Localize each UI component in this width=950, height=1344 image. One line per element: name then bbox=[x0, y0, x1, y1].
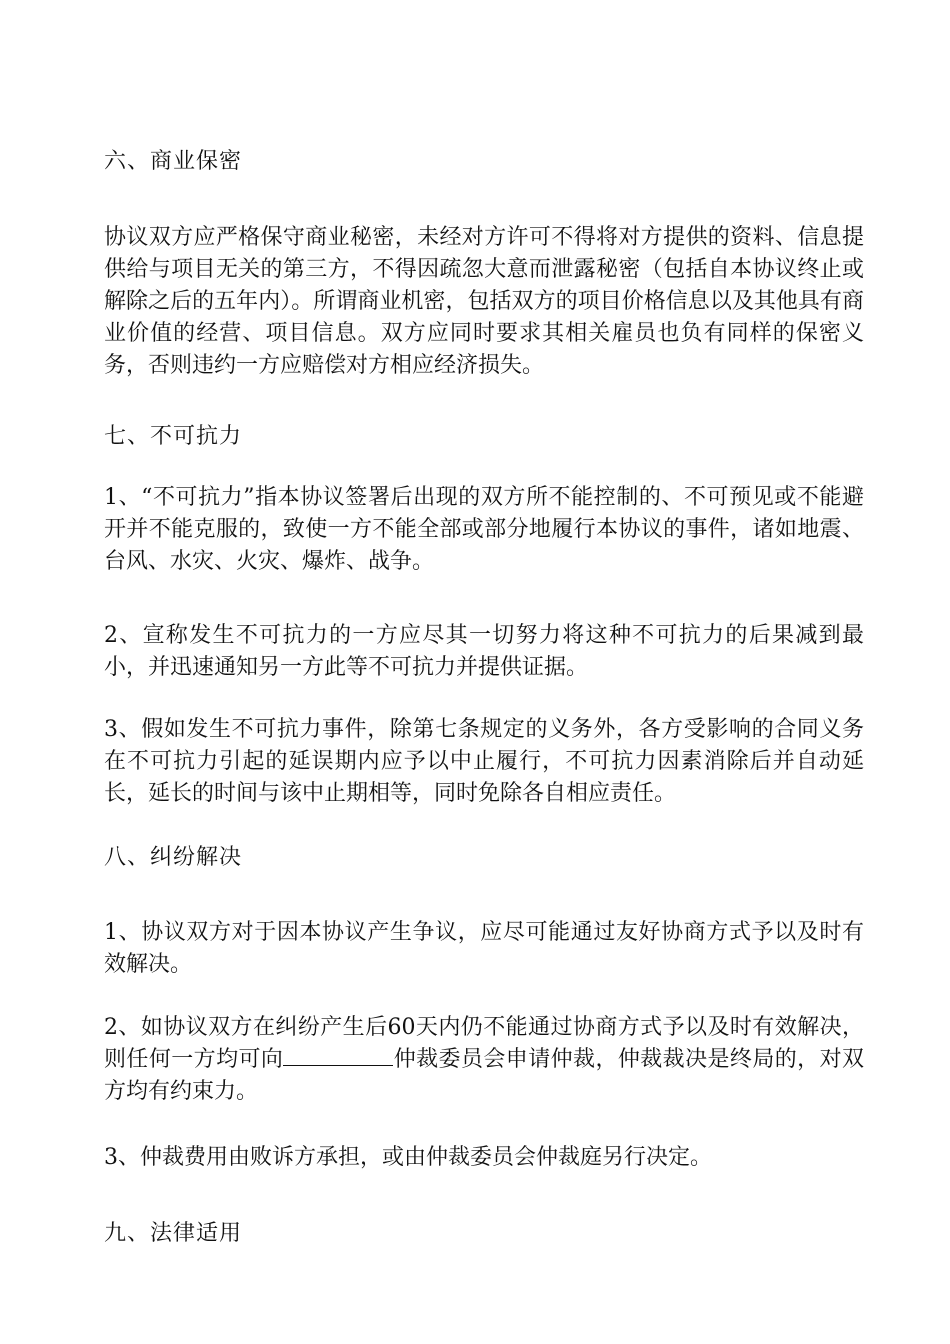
section-8-clause-1: 1、协议双方对于因本协议产生争议，应尽可能通过友好协商方式予以及时有效解决。 bbox=[104, 920, 864, 977]
section-8-clause-2-text-before: 2、如协议双方在纠纷产生后60天内仍不能通过协商方式予以及时有效解决，则任何一方均可向 bbox=[104, 1015, 864, 1072]
section-6-heading: 六、商业保密 bbox=[104, 149, 243, 174]
arbitration-blank-line bbox=[283, 1045, 393, 1066]
section-7-heading: 七、不可抗力 bbox=[104, 424, 243, 449]
section-8-clause-2-text-after: 仲裁委员会申请仲裁，仲裁裁决是终局的，对双方均有约束力。 bbox=[104, 1047, 864, 1104]
section-9-heading: 九、法律适用 bbox=[104, 1221, 243, 1246]
section-7-clause-1: 1、“不可抗力”指本协议签署后出现的双方所不能控制的、不可预见或不能避开并不能克服的，致使一方不能全部或部分地履行本协议的事件，诸如地震、台风、水灾、火灾、爆炸、战争。 bbox=[104, 485, 864, 574]
section-7-clause-2: 2、宣称发生不可抗力的一方应尽其一切努力将这种不可抗力的后果减到最小，并迅速通知另一方此等不可抗力并提供证据。 bbox=[104, 623, 864, 680]
section-8-clause-2 bbox=[104, 1012, 864, 1108]
section-8-heading: 八、纠纷解决 bbox=[104, 845, 243, 870]
section-6-paragraph: 协议双方应严格保守商业秘密，未经对方许可不得将对方提供的资料、信息提供给与项目无关的第三方，不得因疏忽大意而泄露秘密（包括自本协议终止或解除之后的五年内）。所谓商业机密，包括双方的项目价格信息以及其他具有商业价值的经营、项目信息。双方应同时要求其相关雇员也负有同样的保密义务，否则违约一方应赔偿对方相应经济损失。 bbox=[104, 225, 864, 378]
section-7-clause-3: 3、假如发生不可抗力事件，除第七条规定的义务外，各方受影响的合同义务在不可抗力引起的延误期内应予以中止履行，不可抗力因素消除后并自动延长，延长的时间与该中止期相等，同时免除各自相应责任。 bbox=[104, 717, 864, 806]
section-8-clause-3: 3、仲裁费用由败诉方承担，或由仲裁委员会仲裁庭另行决定。 bbox=[104, 1145, 712, 1170]
